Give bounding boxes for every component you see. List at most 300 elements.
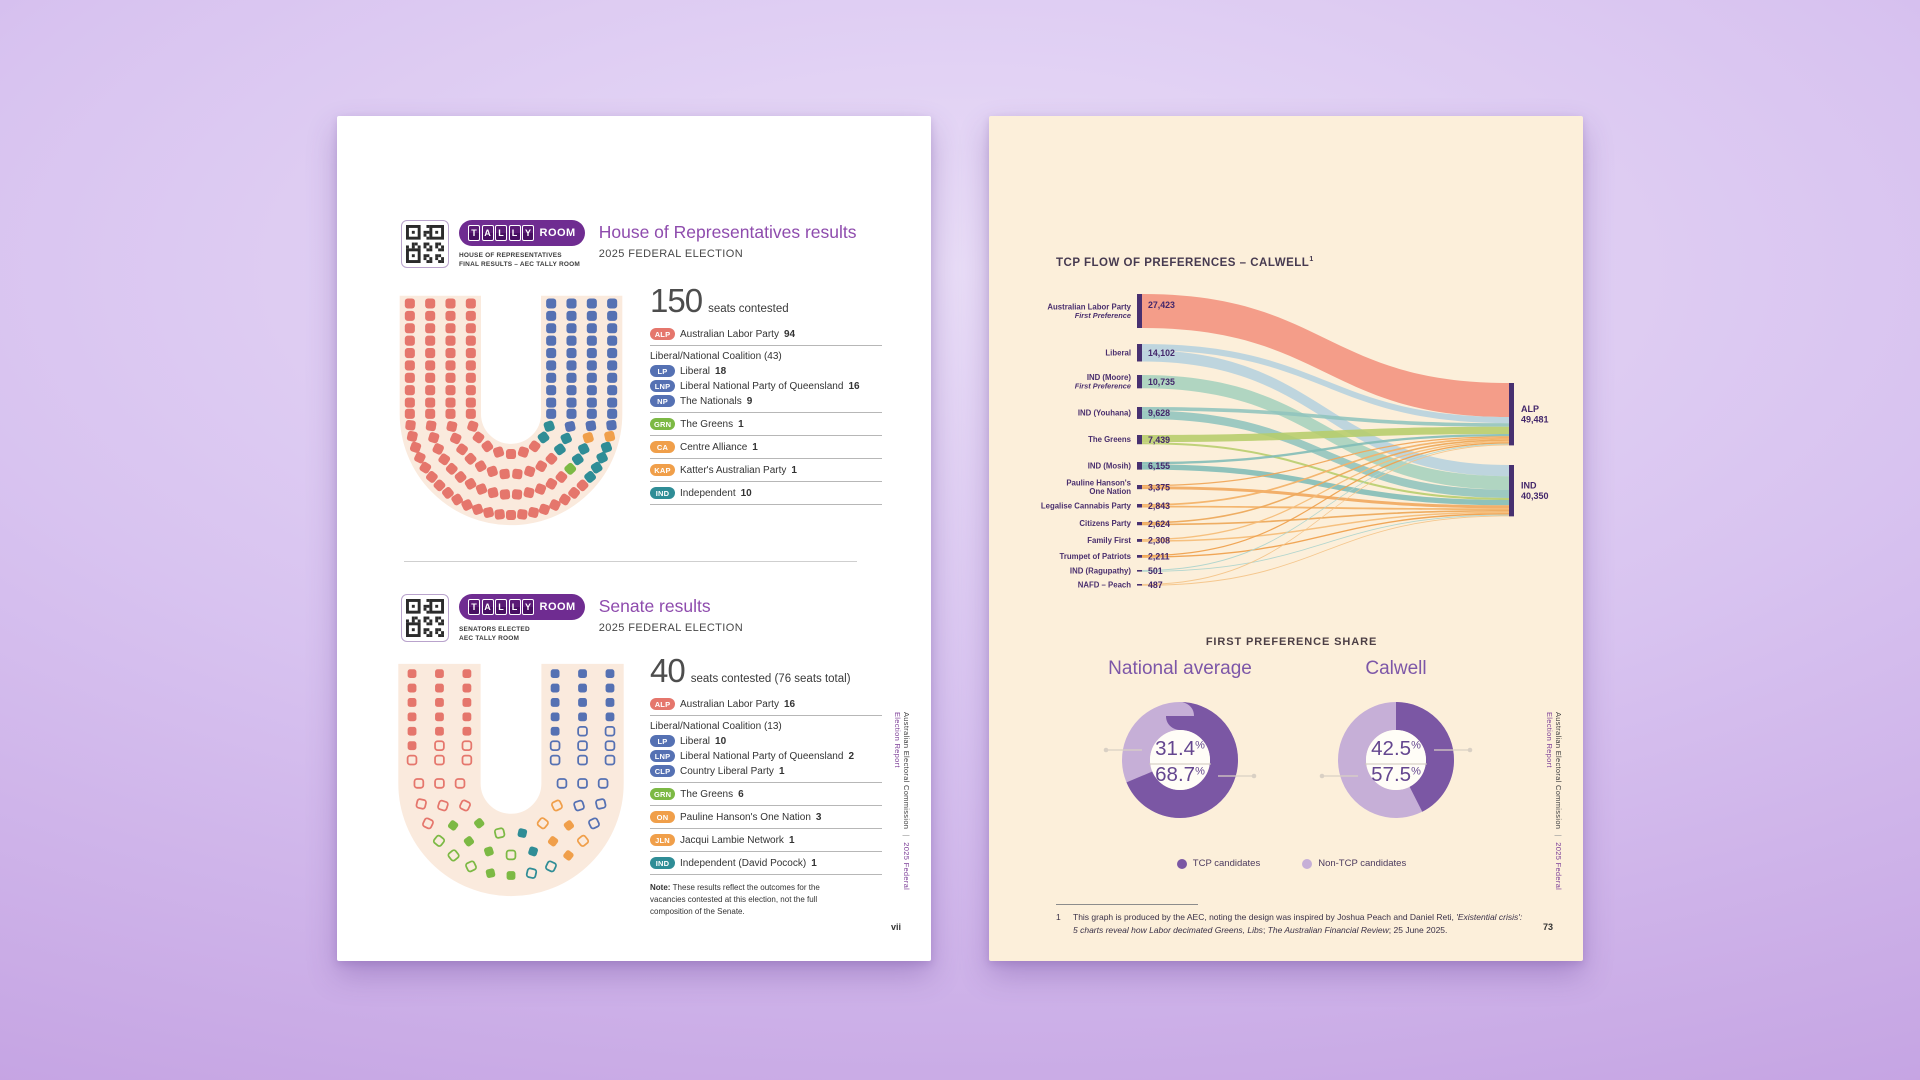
party-row [650, 464, 882, 476]
coalition-group-label: Liberal/National Coalition (43) [650, 351, 782, 362]
seat [606, 698, 615, 707]
party-name: Independent (David Pocock) [680, 857, 807, 869]
qr-module [438, 617, 441, 620]
page-tcp-flow [989, 116, 1583, 961]
sankey-node [1137, 462, 1142, 470]
seat [425, 298, 435, 308]
party-badge: LP [650, 365, 675, 377]
seat [466, 348, 476, 358]
footnote-segment: This graph is produced by the AEC, noting the design was inspired by Joshua Peach and Daniel Reti, [1073, 912, 1457, 922]
donut-percentage: 31.4% [1155, 737, 1205, 760]
list-divider [650, 481, 882, 482]
sankey-target-value: 49,481 [1521, 414, 1549, 425]
seat [408, 741, 417, 750]
qr-module [438, 628, 441, 631]
seat [587, 336, 597, 346]
tally-tile: L [509, 225, 521, 241]
party-row [650, 750, 882, 762]
seat [462, 712, 471, 721]
qr-module [426, 634, 429, 637]
sankey-source-value: 10,735 [1148, 376, 1175, 387]
party-badge: LNP [650, 750, 675, 762]
qr-code-senate [401, 594, 449, 642]
senate-section-header [401, 594, 743, 644]
seat [566, 409, 576, 419]
seat [405, 360, 415, 370]
qr-module [406, 245, 409, 248]
sankey-title-text: TCP FLOW OF PREFERENCES – CALWELL [1056, 256, 1310, 269]
seat [425, 348, 435, 358]
donut-percentage: 68.7% [1155, 763, 1205, 786]
party-seat-count: 1 [811, 857, 817, 869]
party-name: Liberal National Party of Queensland [680, 380, 844, 392]
qr-module [426, 248, 429, 251]
seat [607, 385, 617, 395]
seat [466, 360, 476, 370]
sankey-flow [1142, 512, 1509, 542]
footnote [1056, 911, 1526, 937]
qr-module [435, 257, 438, 260]
house-title-block [599, 220, 857, 260]
sankey-source-label: Pauline Hanson's [1066, 478, 1131, 488]
qr-module [441, 619, 444, 622]
qr-module [418, 245, 421, 248]
sankey-source-label: IND (Youhana) [1077, 408, 1131, 418]
right-page-side-rail [1545, 712, 1563, 912]
seat [445, 311, 455, 321]
seat [546, 311, 556, 321]
sankey-source-value: 2,843 [1148, 500, 1171, 511]
seat [405, 385, 415, 395]
sankey-source-value: 2,211 [1148, 551, 1170, 562]
sankey-title-footnote-marker: 1 [1309, 256, 1314, 263]
sankey-title [1056, 256, 1314, 269]
sankey-flow [1142, 510, 1509, 525]
qr-module [415, 617, 418, 620]
seat [425, 336, 435, 346]
senate-title: Senate results [598, 596, 711, 616]
donut-national-average [1090, 658, 1270, 844]
sankey-source-label: Australian Labor Party [1047, 302, 1131, 312]
seat [445, 336, 455, 346]
seat [466, 311, 476, 321]
sankey-node [1137, 570, 1142, 572]
list-divider [650, 435, 882, 436]
qr-module [426, 611, 429, 614]
seat [606, 684, 615, 693]
seats-caption: seats contested (76 seats total) [690, 673, 851, 685]
qr-module [435, 254, 438, 257]
qr-module [412, 243, 415, 246]
seat [408, 698, 417, 707]
seat [408, 712, 417, 721]
seat [566, 348, 576, 358]
sankey-node [1137, 375, 1142, 388]
seat [606, 669, 615, 678]
party-seat-count: 1 [752, 441, 758, 453]
sankey-flow [1142, 515, 1509, 585]
house-logo-caption [459, 252, 585, 270]
sankey-source-sublabel: First Preference [1074, 381, 1131, 391]
party-name: The Greens [680, 418, 734, 430]
list-divider [650, 828, 882, 829]
seat [425, 373, 435, 383]
sankey-source-label: Legalise Cannabis Party [1040, 501, 1131, 511]
seat [408, 684, 417, 693]
seats-caption: seats contested [708, 303, 789, 315]
seat [607, 398, 617, 408]
sankey-node [1137, 539, 1142, 542]
sankey-node [1137, 522, 1142, 525]
qr-module [438, 254, 441, 257]
qr-module [412, 617, 415, 620]
qr-module [441, 260, 444, 263]
qr-module [424, 631, 427, 634]
tally-tile: A [482, 225, 494, 241]
sankey-source-value: 487 [1148, 580, 1163, 590]
seat [587, 385, 597, 395]
qr-module [435, 617, 438, 620]
seat [405, 336, 415, 346]
qr-module [426, 231, 429, 234]
seat [517, 509, 528, 520]
seat [507, 871, 516, 880]
sankey-source-value: 6,155 [1148, 461, 1171, 472]
sankey-node [1137, 407, 1142, 419]
seat [499, 468, 510, 479]
senate-results-list [650, 652, 882, 918]
senate-logo-caption-line2: AEC TALLY ROOM [459, 634, 520, 642]
qr-module [426, 260, 429, 263]
sankey-source-value: 2,308 [1148, 535, 1171, 546]
party-seat-count: 1 [738, 418, 744, 430]
left-page-side-rail [893, 712, 911, 912]
seat [435, 712, 444, 721]
party-name: Liberal National Party of Queensland [680, 750, 844, 762]
seats-contested [650, 652, 882, 690]
qr-module [426, 599, 429, 602]
party-row [650, 834, 882, 846]
senate-logo-caption-line1: SENATORS ELECTED [459, 626, 530, 633]
qr-module [424, 628, 427, 631]
tally-room-logo-block [459, 594, 585, 644]
qr-module [429, 622, 432, 625]
seat [566, 398, 576, 408]
qr-code-icon [406, 599, 444, 637]
seat [466, 398, 476, 408]
party-name: Katter's Australian Party [680, 464, 787, 476]
commission-label: Australian Electoral Commission [902, 712, 911, 830]
qr-module [418, 619, 421, 622]
senate-seat-chart [395, 656, 627, 901]
qr-module [435, 243, 438, 246]
seat [466, 409, 476, 419]
legend-item [1177, 858, 1260, 869]
senate-note: Note: These results reflect the outcomes for the vacancies contested at this election, not the full composition of the Senate. [650, 883, 820, 916]
qr-module [435, 631, 438, 634]
party-seat-count: 10 [740, 487, 752, 499]
party-row [650, 788, 882, 800]
house-logo-caption-line1: HOUSE OF REPRESENTATIVES [459, 252, 562, 259]
sankey-source-label: IND (Moore) [1086, 372, 1131, 382]
party-badge: LNP [650, 380, 675, 392]
sankey-node [1137, 344, 1142, 361]
party-seat-count: 94 [783, 328, 796, 340]
seat [512, 468, 523, 479]
seat [546, 298, 556, 308]
seat [435, 669, 444, 678]
qr-module [424, 245, 427, 248]
sankey-node [1137, 584, 1142, 586]
seat [445, 360, 455, 370]
footnote-text [1073, 911, 1526, 937]
list-divider [650, 715, 882, 716]
seat [607, 373, 617, 383]
chamber-shape [439, 664, 582, 855]
party-badge: NP [650, 395, 675, 407]
report-label: 2025 Federal Election Report [1545, 712, 1563, 891]
list-divider [650, 345, 882, 346]
house-results-list [650, 282, 882, 510]
tally-tile: Y [522, 225, 534, 241]
qr-module [406, 619, 409, 622]
seat [587, 348, 597, 358]
qr-module [429, 634, 432, 637]
seat [566, 385, 576, 395]
seat [405, 398, 415, 408]
party-badge: CLP [650, 765, 675, 777]
house-seat-chart [395, 288, 627, 530]
house-title: House of Representatives results [598, 222, 857, 242]
seat [607, 409, 617, 419]
seat [462, 684, 471, 693]
sankey-node [1137, 555, 1142, 558]
tally-room-logo-block [459, 220, 585, 270]
seat [607, 298, 617, 308]
donut-chart-national [1090, 684, 1270, 844]
senate-title-block [599, 594, 743, 634]
sankey-source-label: Citizens Party [1079, 519, 1131, 529]
qr-code-house [401, 220, 449, 268]
seat [551, 684, 560, 693]
seats-number: 40 [650, 652, 685, 689]
party-badge: GRN [650, 788, 675, 800]
qr-module [426, 617, 429, 620]
seat [445, 298, 455, 308]
seat [566, 373, 576, 383]
seat [408, 727, 417, 736]
party-seat-count: 6 [738, 788, 744, 800]
left-page-number: vii [891, 922, 902, 932]
qr-module [438, 622, 441, 625]
qr-module [426, 237, 429, 240]
party-name: Australian Labor Party [680, 698, 779, 710]
party-badge: IND [650, 857, 675, 869]
page-tally-room-results [337, 116, 931, 961]
seat [405, 409, 415, 419]
sankey-target-label: ALP [1521, 404, 1539, 415]
tally-tile: A [482, 599, 494, 615]
house-section-header [401, 220, 857, 270]
senate-subtitle: 2025 FEDERAL ELECTION [598, 622, 744, 634]
seat [546, 348, 556, 358]
seat [405, 298, 415, 308]
sankey-source-value: 9,628 [1148, 408, 1171, 419]
party-name: Pauline Hanson's One Nation [680, 811, 811, 823]
seat [546, 336, 556, 346]
sankey-target-value: 40,350 [1521, 491, 1549, 502]
list-divider [650, 782, 882, 783]
list-divider [650, 805, 882, 806]
qr-module [438, 634, 441, 637]
seat [585, 420, 596, 431]
seat [462, 669, 471, 678]
seat [546, 323, 556, 333]
legend-color-dot [1177, 859, 1187, 869]
qr-module [438, 260, 441, 263]
qr-module [424, 608, 427, 611]
legend-item [1302, 858, 1406, 869]
side-rail-separator: | [1554, 832, 1563, 840]
sankey-source-value: 27,423 [1148, 300, 1175, 311]
seat [405, 311, 415, 321]
seat [587, 398, 597, 408]
seat [425, 385, 435, 395]
list-divider [650, 851, 882, 852]
seat [500, 489, 511, 500]
seat [607, 348, 617, 358]
qr-module [415, 243, 418, 246]
party-badge: IND [650, 487, 675, 499]
party-badge: CA [650, 441, 675, 453]
qr-module [438, 243, 441, 246]
party-badge: GRN [650, 418, 675, 430]
house-subtitle: 2025 FEDERAL ELECTION [598, 248, 744, 260]
party-row [650, 380, 882, 392]
commission-label: Australian Electoral Commission [1554, 712, 1563, 830]
sankey-source-label: Liberal [1105, 348, 1131, 358]
legend-color-dot [1302, 859, 1312, 869]
party-seat-count: 16 [848, 380, 860, 392]
tally-tile: L [509, 599, 521, 615]
qr-module [435, 628, 438, 631]
seat [425, 323, 435, 333]
seat [607, 323, 617, 333]
qr-module [435, 245, 438, 248]
party-row [650, 698, 882, 710]
qr-module [426, 254, 429, 257]
seat [445, 385, 455, 395]
seat [466, 336, 476, 346]
party-name: The Nationals [680, 395, 742, 407]
party-row [650, 735, 882, 747]
seat [466, 385, 476, 395]
sankey-source-label: The Greens [1088, 435, 1131, 445]
party-row [650, 765, 882, 777]
list-divider [650, 458, 882, 459]
qr-module [424, 617, 427, 620]
tally-room-logo [459, 594, 585, 620]
seat [566, 336, 576, 346]
sankey-node [1137, 504, 1142, 508]
sankey-source-value: 7,439 [1148, 434, 1171, 445]
qr-module [429, 248, 432, 251]
seat [546, 398, 556, 408]
qr-module [424, 619, 427, 622]
qr-module [412, 619, 415, 622]
seat [512, 489, 523, 500]
coalition-group-label: Liberal/National Coalition (13) [650, 721, 782, 732]
qr-module [412, 245, 415, 248]
party-name: Liberal [680, 365, 711, 377]
seat [607, 311, 617, 321]
qr-module [441, 245, 444, 248]
party-name: Liberal [680, 735, 711, 747]
qr-module [441, 248, 444, 251]
seat [587, 360, 597, 370]
donut-calwell-title: Calwell [1365, 658, 1427, 679]
footnote-rule [1056, 904, 1198, 905]
seat [466, 323, 476, 333]
qr-module [424, 254, 427, 257]
party-badge: JLN [650, 834, 675, 846]
qr-module [429, 245, 432, 248]
party-badge: ON [650, 811, 675, 823]
party-row [650, 328, 882, 340]
sankey-node [1137, 485, 1142, 489]
seat [445, 409, 455, 419]
party-seat-count: 2 [848, 750, 854, 762]
qr-module [429, 631, 432, 634]
seat [405, 348, 415, 358]
footnote-italic-segment: The Australian Financial Review [1267, 924, 1389, 935]
donut-callout-dot [1104, 748, 1109, 753]
party-name: Country Liberal Party [680, 765, 774, 777]
seat [425, 409, 435, 419]
list-divider [650, 412, 882, 413]
donut-percentage: 57.5% [1371, 763, 1421, 786]
sankey-chart [1027, 274, 1555, 626]
seat [606, 712, 615, 721]
seat [566, 298, 576, 308]
tally-tiles [468, 225, 536, 241]
seat [551, 698, 560, 707]
seat [408, 669, 417, 678]
party-row [650, 441, 882, 453]
section-divider [404, 561, 857, 562]
seat [435, 727, 444, 736]
qr-module [429, 619, 432, 622]
sankey-source-sublabel: First Preference [1074, 310, 1131, 320]
tally-tile: L [495, 599, 507, 615]
sankey-source-value: 2,624 [1148, 518, 1171, 529]
qr-module [424, 605, 427, 608]
seat [466, 298, 476, 308]
qr-module [435, 619, 438, 622]
tally-room-label: ROOM [539, 601, 576, 613]
sankey-source-value: 14,102 [1148, 347, 1175, 358]
seat [551, 712, 560, 721]
party-name: Centre Alliance [680, 441, 748, 453]
party-badge: LP [650, 735, 675, 747]
tally-tiles [468, 599, 536, 615]
seat [587, 311, 597, 321]
tally-tile: Y [522, 599, 534, 615]
sankey-source-label: IND (Ragupathy) [1069, 566, 1131, 576]
seat [606, 420, 617, 431]
tally-tile: T [468, 225, 480, 241]
seat [566, 360, 576, 370]
